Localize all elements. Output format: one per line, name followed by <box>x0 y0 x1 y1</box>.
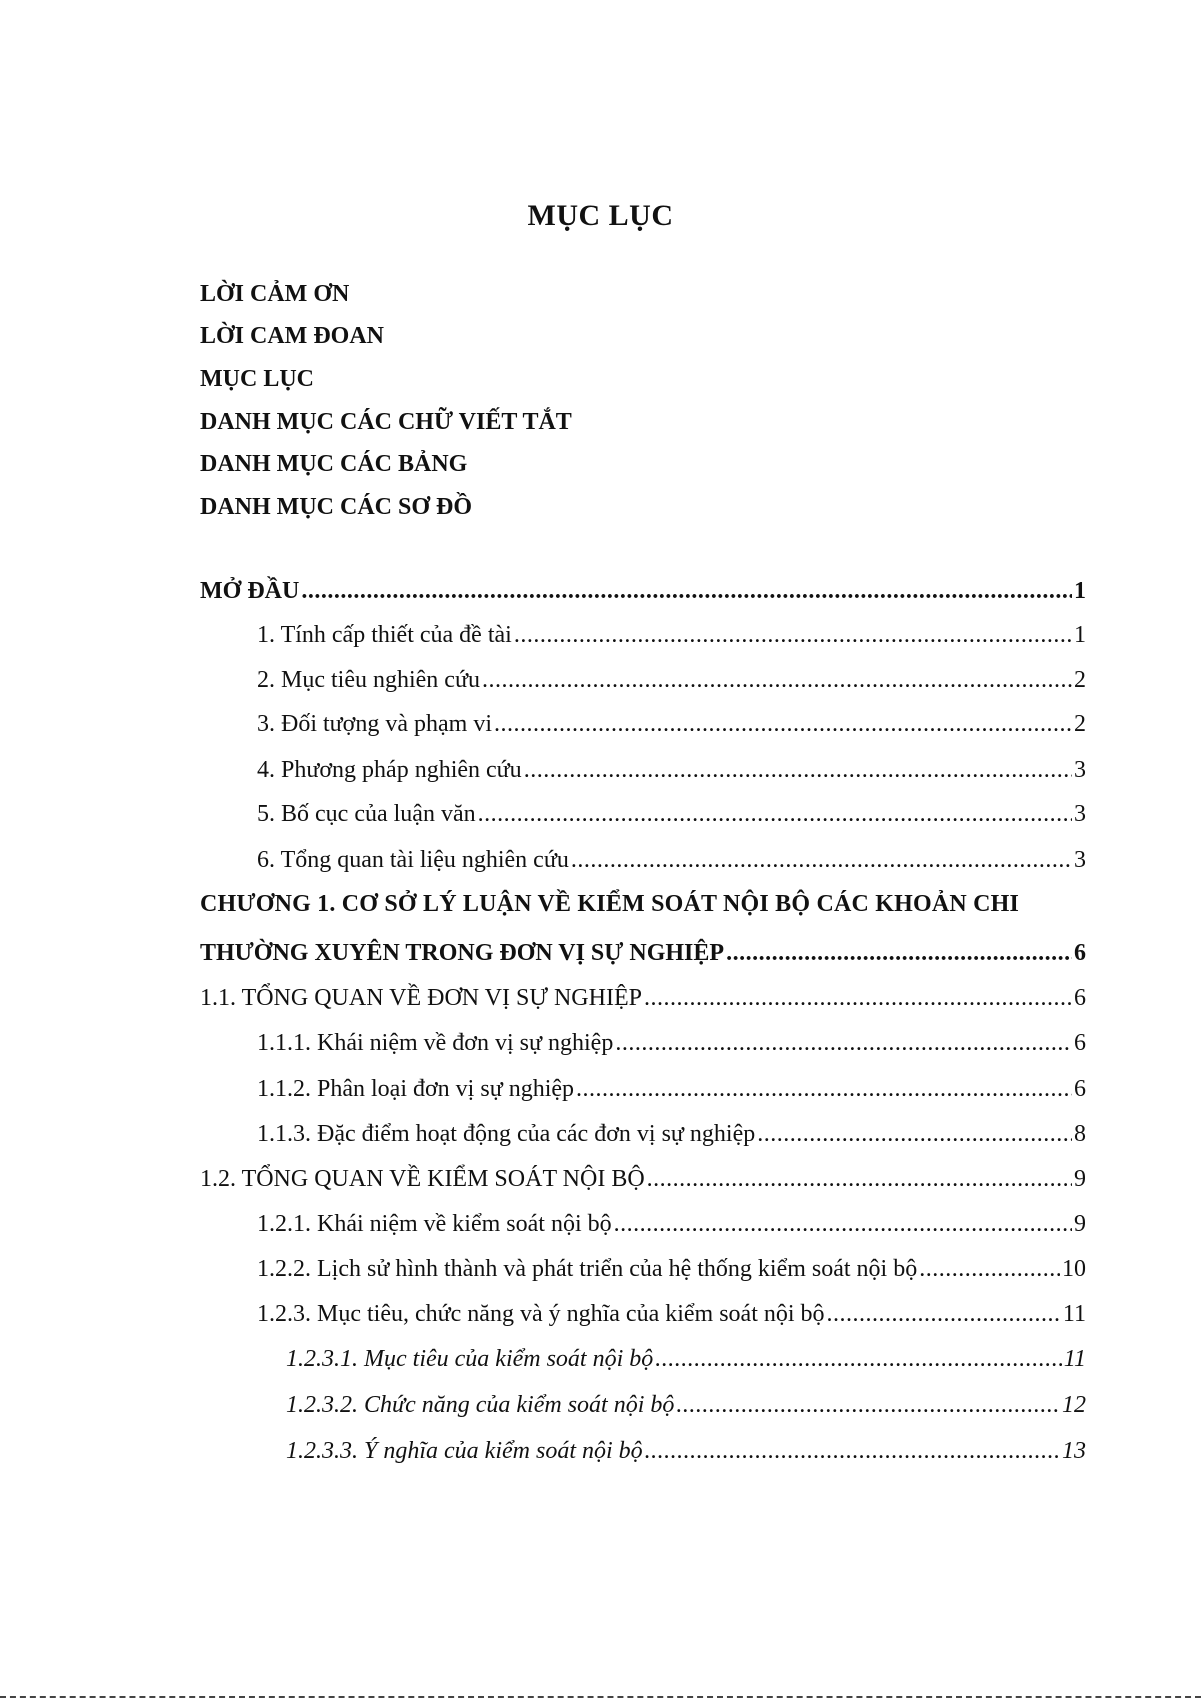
toc-entry-1-1-1[interactable] <box>257 1027 1086 1059</box>
toc-entry-acknowledgement[interactable] <box>200 278 1086 310</box>
toc-entry-label: 1.2.2. Lịch sử hình thành và phát triển của hệ thống kiểm soát nội bộ <box>257 1256 918 1282</box>
toc-entry-1-2-3-3[interactable] <box>286 1435 1086 1467</box>
toc-entry-diagrams-list[interactable] <box>200 491 1086 523</box>
toc-page-number: 6 <box>1074 1030 1086 1056</box>
dot-leader <box>827 1298 1061 1330</box>
toc-entry-contents[interactable] <box>200 363 1086 395</box>
toc-page-number: 2 <box>1074 667 1086 693</box>
page-title: MỤC LỤC <box>527 199 674 232</box>
toc-entry-section-1-2[interactable] <box>200 1163 1086 1195</box>
toc-chapter-1-title-line-1[interactable]: CHƯƠNG 1. CƠ SỞ LÝ LUẬN VỀ KIỂM SOÁT NỘI BỘ CÁC KHOẢN CHI <box>200 891 1020 917</box>
toc-entry-label: 1.2.3.2. Chức năng của kiểm soát nội bộ <box>286 1392 675 1418</box>
dot-leader <box>576 1073 1072 1105</box>
toc-entry-label: 1.1.2. Phân loại đơn vị sự nghiệp <box>257 1076 575 1102</box>
toc-page-number: 3 <box>1074 801 1086 827</box>
toc-entry-1-2-1[interactable] <box>257 1208 1086 1240</box>
toc-entry-label: LỜI CẢM ƠN <box>200 281 350 307</box>
toc-entry-intro-4[interactable] <box>257 754 1086 786</box>
page-bottom-edge <box>0 1696 1201 1698</box>
toc-entry-tables-list[interactable] <box>200 448 1086 480</box>
dot-leader <box>615 1027 1072 1059</box>
toc-page-number: 8 <box>1074 1121 1086 1147</box>
dot-leader <box>478 798 1072 830</box>
toc-page-number: 13 <box>1062 1438 1086 1464</box>
toc-entry-label: 1.2. TỔNG QUAN VỀ KIỂM SOÁT NỘI BỘ <box>200 1166 645 1192</box>
toc-page-number: 11 <box>1063 1346 1086 1372</box>
toc-entry-intro-6[interactable] <box>257 844 1086 876</box>
toc-entry-1-2-2[interactable] <box>257 1253 1086 1285</box>
toc-entry-1-2-3[interactable] <box>257 1298 1086 1330</box>
toc-entry-label: 1.2.1. Khái niệm về kiểm soát nội bộ <box>257 1211 612 1237</box>
dot-leader <box>655 1343 1062 1375</box>
toc-entry-intro-2[interactable] <box>257 664 1086 696</box>
dot-leader <box>757 1118 1072 1150</box>
dot-leader <box>514 619 1072 651</box>
toc-page-number: 6 <box>1074 1076 1086 1102</box>
dot-leader <box>726 937 1072 969</box>
toc-entry-label: LỜI CAM ĐOAN <box>200 323 384 349</box>
toc-page-number: 1 <box>1074 622 1086 648</box>
toc-entry-label: MỞ ĐẦU <box>200 578 300 604</box>
dot-leader <box>676 1389 1060 1421</box>
dot-leader <box>482 664 1072 696</box>
toc-entry-1-2-3-1[interactable] <box>286 1343 1086 1375</box>
toc-entry-abbreviations[interactable] <box>200 406 1086 438</box>
dot-leader <box>644 982 1072 1014</box>
toc-entry-label: 3. Đối tượng và phạm vi <box>257 711 493 737</box>
dot-leader <box>494 708 1072 740</box>
dot-leader <box>614 1208 1072 1240</box>
toc-entry-intro-1[interactable] <box>257 619 1086 651</box>
dot-leader <box>301 575 1072 607</box>
toc-page-number: 9 <box>1074 1211 1086 1237</box>
toc-entry-chapter-1[interactable] <box>200 937 1086 969</box>
toc-page-number: 6 <box>1074 940 1086 966</box>
dot-leader <box>647 1163 1072 1195</box>
toc-entry-label: 1.1.3. Đặc điểm hoạt động của các đơn vị sự nghiệp <box>257 1121 756 1147</box>
dot-leader <box>571 844 1072 876</box>
toc-entry-label: 1. Tính cấp thiết của đề tài <box>257 622 512 648</box>
toc-entry-1-1-3[interactable] <box>257 1118 1086 1150</box>
toc-entry-label: 1.2.3.1. Mục tiêu của kiểm soát nội bộ <box>286 1346 654 1372</box>
toc-page-number: 2 <box>1074 711 1086 737</box>
toc-page-number: 11 <box>1062 1301 1086 1327</box>
toc-entry-label: 1.2.3. Mục tiêu, chức năng và ý nghĩa của kiểm soát nội bộ <box>257 1301 825 1327</box>
toc-entry-1-1-2[interactable] <box>257 1073 1086 1105</box>
toc-entry-label: 1.1.1. Khái niệm về đơn vị sự nghiệp <box>257 1030 614 1056</box>
toc-page-number: 9 <box>1074 1166 1086 1192</box>
toc-page-number: 12 <box>1062 1392 1086 1418</box>
toc-page-number: 3 <box>1074 847 1086 873</box>
dot-leader <box>524 754 1072 786</box>
toc-entry-declaration[interactable] <box>200 320 1086 352</box>
toc-entry-introduction[interactable] <box>200 575 1086 607</box>
toc-entry-label: 1.1. TỔNG QUAN VỀ ĐƠN VỊ SỰ NGHIỆP <box>200 985 642 1011</box>
toc-page-number: 6 <box>1074 985 1086 1011</box>
toc-entry-label: DANH MỤC CÁC CHỮ VIẾT TẮT <box>200 409 572 435</box>
toc-page-number: 1 <box>1074 578 1086 604</box>
toc-page-number: 10 <box>1062 1256 1086 1282</box>
toc-page-number: 3 <box>1074 757 1086 783</box>
toc-entry-label: DANH MỤC CÁC SƠ ĐỒ <box>200 494 472 520</box>
toc-entry-section-1-1[interactable] <box>200 982 1086 1014</box>
toc-entry-label: MỤC LỤC <box>200 366 314 392</box>
toc-entry-intro-3[interactable] <box>257 708 1086 740</box>
toc-entry-label: 6. Tổng quan tài liệu nghiên cứu <box>257 847 569 873</box>
toc-entry-label: 5. Bố cục của luận văn <box>257 801 476 827</box>
dot-leader <box>919 1253 1060 1285</box>
toc-entry-intro-5[interactable] <box>257 798 1086 830</box>
toc-entry-1-2-3-2[interactable] <box>286 1389 1086 1421</box>
toc-entry-label: DANH MỤC CÁC BẢNG <box>200 451 468 477</box>
toc-entry-label: THƯỜNG XUYÊN TRONG ĐƠN VỊ SỰ NGHIỆP <box>200 940 725 966</box>
dot-leader <box>645 1435 1060 1467</box>
toc-entry-label: 1.2.3.3. Ý nghĩa của kiểm soát nội bộ <box>286 1438 643 1464</box>
toc-entry-label: 2. Mục tiêu nghiên cứu <box>257 667 480 693</box>
toc-entry-label: 4. Phương pháp nghiên cứu <box>257 757 522 783</box>
